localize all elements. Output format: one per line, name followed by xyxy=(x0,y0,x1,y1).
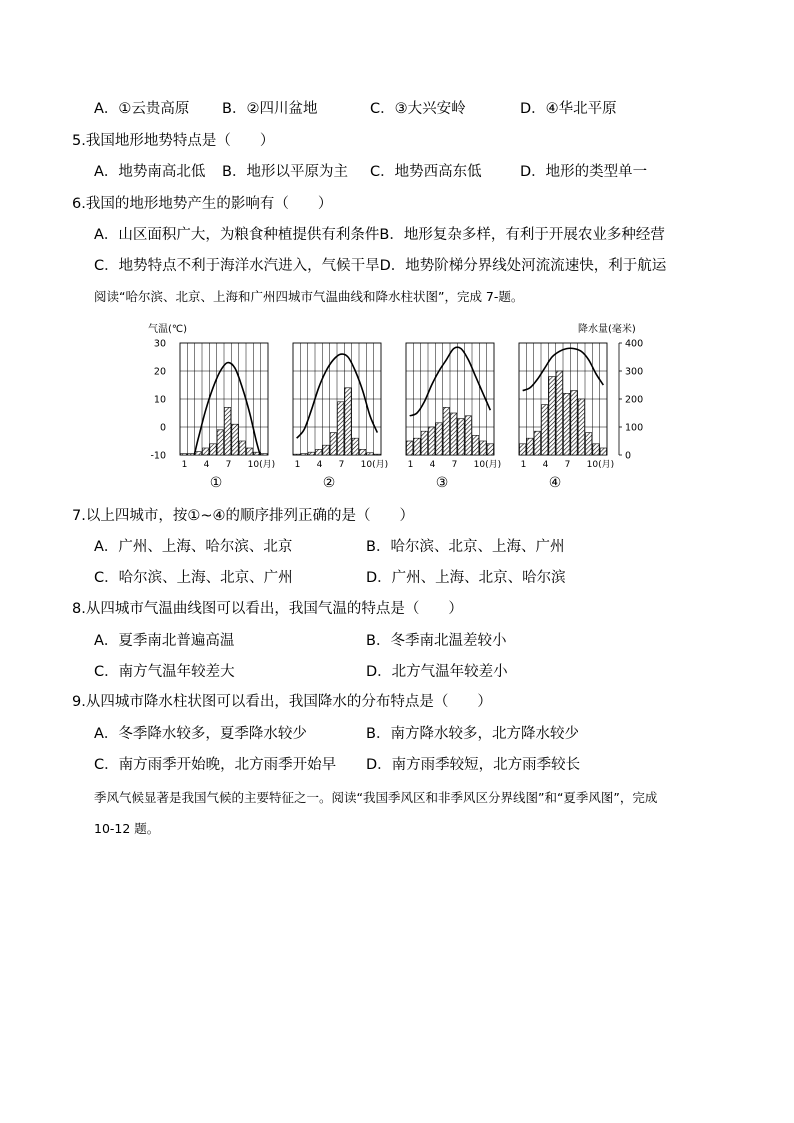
precip-tick-label: 400 xyxy=(625,338,644,350)
q8-option-a: A．夏季南北普遍高温 xyxy=(94,633,235,649)
q5-stem: 5.我国地形地势特点是（ ） xyxy=(72,133,275,149)
x-tick-label: 4 xyxy=(316,460,323,470)
climate-charts xyxy=(140,318,644,493)
panel-label: ② xyxy=(322,475,336,491)
precip-bar xyxy=(188,454,194,455)
q5-option-c: C．地势西高东低 xyxy=(370,164,482,180)
precip-bar xyxy=(534,431,540,455)
precip-bar xyxy=(330,433,336,455)
reading-intro-climate: 阅读“哈尔滨、北京、上海和广州四城市气温曲线和降水柱状图”，完成 7-题。 xyxy=(94,289,524,304)
precip-bar xyxy=(338,402,344,455)
precip-bar xyxy=(578,399,584,455)
q7-option-c: C．哈尔滨、上海、北京、广州 xyxy=(94,570,293,586)
q6-options-line1: A．山区面积广大，为粮食种植提供有利条件B．地形复杂多样，有利于开展农业多种经营 xyxy=(94,227,665,243)
precip-bar xyxy=(345,388,351,455)
x-tick-label: 10(月) xyxy=(247,460,276,470)
q6-options-line2: C．地势特点不利于海洋水汽进入，气候干旱D．地势阶梯分界线处河流流速快，利于航运 xyxy=(94,258,667,274)
q7-option-b: B．哈尔滨、北京、上海、广州 xyxy=(366,539,565,555)
precip-bar xyxy=(556,371,562,455)
precip-tick-label: 200 xyxy=(625,394,644,406)
precip-bar xyxy=(443,407,449,455)
q7-stem: 7.以上四城市，按①~④的顺序排列正确的是（ ） xyxy=(72,508,414,524)
x-tick-label: 1 xyxy=(294,460,301,470)
q9-option-b: B．南方降水较多，北方降水较少 xyxy=(366,726,579,742)
precip-bar xyxy=(520,444,526,455)
precip-bar xyxy=(217,430,223,455)
panel-label: ① xyxy=(209,475,223,491)
precip-bar xyxy=(225,407,231,455)
precip-bar xyxy=(564,393,570,455)
precip-bar xyxy=(414,438,420,455)
climate-panel xyxy=(180,343,275,491)
precip-bar xyxy=(429,427,435,455)
x-tick-label: 7 xyxy=(451,460,458,470)
x-tick-label: 7 xyxy=(338,460,345,470)
precip-bar xyxy=(232,424,238,455)
x-tick-label: 4 xyxy=(203,460,210,470)
q6-stem: 6.我国的地形地势产生的影响有（ ） xyxy=(72,196,333,212)
q7-option-a: A．广州、上海、哈尔滨、北京 xyxy=(94,539,293,555)
x-tick-label: 7 xyxy=(564,460,571,470)
x-tick-label: 10(月) xyxy=(586,460,615,470)
x-tick-label: 1 xyxy=(181,460,188,470)
precip-bar xyxy=(203,448,209,455)
precip-bar xyxy=(542,405,548,455)
temp-axis-ticks xyxy=(150,339,166,462)
q8-option-d: D．北方气温年较差小 xyxy=(366,664,508,680)
precip-axis-ticks xyxy=(619,339,643,462)
q7-option-d: D．广州、上海、北京、哈尔滨 xyxy=(366,570,566,586)
precip-bar xyxy=(261,454,267,455)
temp-tick-label: 30 xyxy=(153,338,166,350)
q4-option-b: B．②四川盆地 xyxy=(222,101,318,117)
reading-intro-monsoon-line2: 10-12 题。 xyxy=(94,821,160,836)
precip-bar xyxy=(600,448,606,455)
q8-stem: 8.从四城市气温曲线图可以看出，我国气温的特点是（ ） xyxy=(72,601,463,617)
temp-tick-label: 0 xyxy=(159,422,166,434)
x-tick-label: 1 xyxy=(407,460,414,470)
precip-bar xyxy=(421,431,427,455)
precip-bar xyxy=(458,419,464,455)
precip-bar xyxy=(294,454,300,455)
precip-bar xyxy=(352,438,358,455)
precip-bar xyxy=(210,444,216,455)
climate-panel xyxy=(406,343,501,491)
precip-bar xyxy=(549,377,555,455)
precip-bar xyxy=(308,452,314,455)
x-tick-label: 10(月) xyxy=(473,460,502,470)
q8-option-b: B．冬季南北温差较小 xyxy=(366,633,507,649)
temp-tick-label: 10 xyxy=(153,394,166,406)
precip-bar xyxy=(374,454,380,455)
panel-label: ④ xyxy=(548,475,562,491)
climate-panel xyxy=(519,343,614,491)
panel-label: ③ xyxy=(435,475,449,491)
precip-bar xyxy=(465,416,471,455)
temp-tick-label: -10 xyxy=(150,450,166,462)
precip-bar xyxy=(593,444,599,455)
precip-bar xyxy=(480,441,486,455)
precip-bar xyxy=(323,445,329,455)
precip-bar xyxy=(407,441,413,455)
q9-option-a: A．冬季降水较多，夏季降水较少 xyxy=(94,726,307,742)
precip-bar xyxy=(239,441,245,455)
precip-bar xyxy=(181,454,187,455)
precip-bar xyxy=(247,448,253,455)
precip-tick-label: 100 xyxy=(625,422,644,434)
q9-option-c: C．南方雨季开始晚，北方雨季开始早 xyxy=(94,757,337,773)
q8-option-c: C．南方气温年较差大 xyxy=(94,664,235,680)
q5-option-b: B．地形以平原为主 xyxy=(222,164,348,180)
q5-option-d: D．地形的类型单一 xyxy=(520,164,648,180)
precip-bar xyxy=(571,391,577,455)
climate-panel xyxy=(293,343,388,491)
q5-option-a: A．地势南高北低 xyxy=(94,164,206,180)
x-tick-label: 10(月) xyxy=(360,460,389,470)
q9-stem: 9.从四城市降水柱状图可以看出，我国降水的分布特点是（ ） xyxy=(72,694,492,710)
precip-bar xyxy=(586,433,592,455)
precip-bar xyxy=(301,454,307,455)
precip-bar xyxy=(473,435,479,455)
precip-bar xyxy=(195,452,201,455)
precip-bar xyxy=(527,438,533,455)
q4-option-a: A．①云贵高原 xyxy=(94,101,190,117)
reading-intro-monsoon-line1: 季风气候显著是我国气候的主要特征之一。阅读“我国季风区和非季风区分界线图”和“夏季风图”，完成 xyxy=(94,790,658,805)
x-tick-label: 1 xyxy=(520,460,527,470)
precip-bar xyxy=(487,444,493,455)
temp-tick-label: 20 xyxy=(153,366,166,378)
precip-bar xyxy=(451,413,457,455)
x-tick-label: 7 xyxy=(225,460,232,470)
precip-bar xyxy=(367,453,373,455)
precip-tick-label: 0 xyxy=(625,450,632,462)
x-tick-label: 4 xyxy=(429,460,436,470)
precip-bar xyxy=(360,449,366,455)
x-tick-label: 4 xyxy=(542,460,549,470)
q9-option-d: D．南方雨季较短，北方雨季较长 xyxy=(366,757,581,773)
precip-bar xyxy=(436,423,442,455)
q4-option-d: D．④华北平原 xyxy=(520,101,617,117)
precip-bar xyxy=(316,449,322,455)
precip-tick-label: 300 xyxy=(625,366,644,378)
temp-axis-label: 气温(℃) xyxy=(148,324,188,335)
precip-axis-label: 降水量(毫米) xyxy=(578,324,636,335)
q4-option-c: C．③大兴安岭 xyxy=(370,101,466,117)
